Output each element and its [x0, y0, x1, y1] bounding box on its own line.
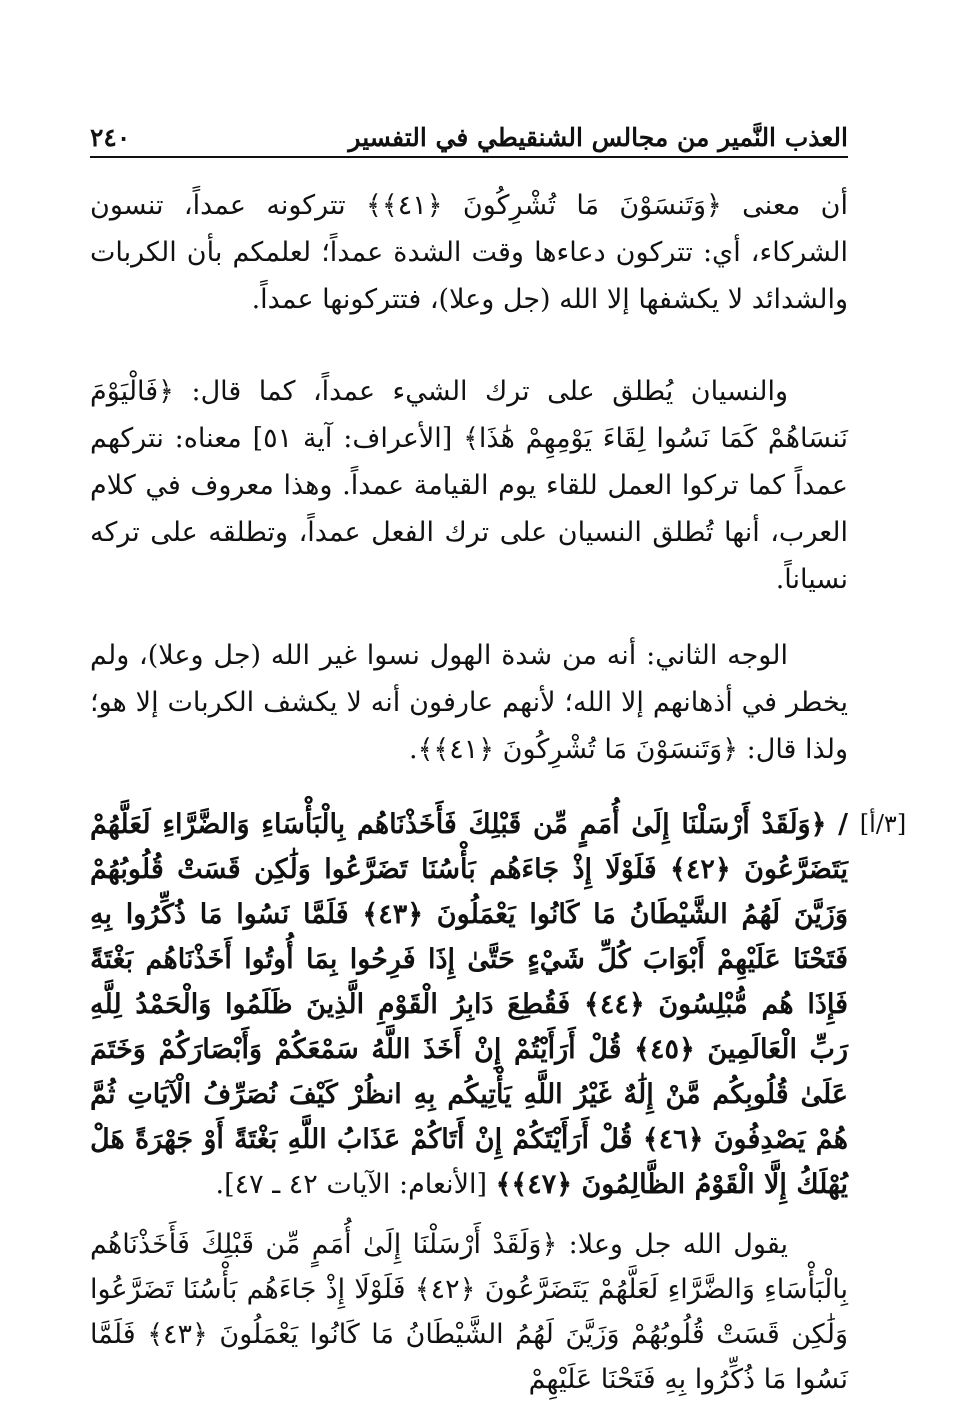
quran-verses: / ﴿وَلَقَدْ أَرْسَلْنَا إِلَىٰ أُمَمٍ مِّن قَبْلِكَ فَأَخَذْنَاهُم بِالْبَأْسَاءِ وَالضَّرَّاءِ لَعَلَّهُمْ يَتَضَرَّعُونَ ﴿٤٢﴾ فَلَوْلَا إِذْ جَاءَهُم بَأْسُنَا تَضَرَّعُوا وَلَٰكِن قَسَتْ قُلُوبُهُمْ وَزَيَّنَ لَهُمُ الشَّيْطَانُ مَا كَانُوا يَعْمَلُونَ ﴿٤٣﴾ فَلَمَّا نَسُوا مَا ذُكِّرُوا بِهِ فَتَحْنَا عَلَيْهِمْ أَبْوَابَ كُلِّ شَيْءٍ حَتَّىٰ إِذَا فَرِحُوا بِمَا أُوتُوا أَخَذْنَاهُم بَغْتَةً فَإِذَا هُم مُّبْلِسُونَ ﴿٤٤﴾ فَقُطِعَ دَابِرُ الْقَوْمِ الَّذِينَ ظَلَمُوا وَالْحَمْدُ لِلَّهِ رَبِّ الْعَالَمِينَ ﴿٤٥﴾ قُلْ أَرَأَيْتُمْ إِنْ أَخَذَ اللَّهُ سَمْعَكُمْ وَأَبْصَارَكُمْ وَخَتَمَ عَلَىٰ قُلُوبِكُم مَّنْ إِلَٰهٌ غَيْرُ اللَّهِ يَأْتِيكُم بِهِ انظُرْ كَيْفَ نُصَرِّفُ الْآيَاتِ ثُمَّ هُمْ يَصْدِفُونَ ﴿٤٦﴾ قُلْ أَرَأَيْتَكُمْ إِنْ أَتَاكُمْ عَذَابُ اللَّهِ بَغْتَةً أَوْ جَهْرَةً هَلْ يُهْلَكُ إِلَّا الْقَوْمُ الظَّالِمُونَ ﴿٤٧﴾﴾	[90, 809, 849, 1200]
book-title: العذب النَّمير من مجالس الشنقيطي في التفسير	[348, 123, 848, 152]
paragraph-3	[90, 632, 848, 773]
paragraph-5	[90, 1222, 848, 1402]
paragraph-1: أن معنى ﴿وَتَنسَوْنَ مَا تُشْرِكُونَ ﴿٤١﴾﴾ تتركونه عمداً، تنسون الشركاء، أي: تتركون دعاءها وقت الشدة عمداً؛ لعلمكم بأن الكربات والشدائد لا يكشفها إلا الله (جل وعلا)، فتتركونها عمداً.	[90, 190, 848, 315]
header-divider	[90, 156, 848, 158]
paragraph-5-text: يقول الله جل وعلا: ﴿وَلَقَدْ أَرْسَلْنَا إِلَىٰ أُمَمٍ مِّن قَبْلِكَ فَأَخَذْنَاهُم بِالْبَأْسَاءِ وَالضَّرَّاءِ لَعَلَّهُمْ يَتَضَرَّعُونَ ﴿٤٢﴾ فَلَوْلَا إِذْ جَاءَهُم بَأْسُنَا تَضَرَّعُوا وَلَٰكِن قَسَتْ قُلُوبُهُمْ وَزَيَّنَ لَهُمُ الشَّيْطَانُ مَا كَانُوا يَعْمَلُونَ ﴿٤٣﴾ فَلَمَّا نَسُوا مَا ذُكِّرُوا بِهِ فَتَحْنَا عَلَيْهِمْ	[90, 1229, 848, 1395]
paragraph-3-text: الوجه الثاني: أنه من شدة الهول نسوا غير الله (جل وعلا)، ولم يخطر في أذهانهم إلا الله؛ لأنهم عارفون أنه لا يكشف الكربات إلا هو؛ ولذا قال: ﴿وَتَنسَوْنَ مَا تُشْرِكُونَ ﴿٤١﴾﴾.	[90, 640, 848, 765]
paragraph-2	[90, 368, 848, 603]
quran-passage	[90, 802, 848, 1207]
page-number: ٢٤٠	[90, 123, 131, 152]
page-header	[90, 112, 848, 152]
verse-reference: [الأنعام: الآيات ٤٢ ـ ٤٧].	[215, 1169, 496, 1200]
paragraph-2-text: والنسيان يُطلق على ترك الشيء عمداً، كما قال: ﴿فَالْيَوْمَ نَنسَاهُمْ كَمَا نَسُوا لِقَاءَ يَوْمِهِمْ هَٰذَا﴾ [الأعراف: آية ٥١] معناه: نتركهم عمداً كما تركوا العمل للقاء يوم القيامة عمداً. وهذا معروف في كلام العرب، أنها تُطلق النسيان على ترك الفعل عمداً، وتطلقه على تركه نسياناً.	[90, 376, 848, 595]
margin-reference: [٣/أ]	[859, 810, 907, 838]
